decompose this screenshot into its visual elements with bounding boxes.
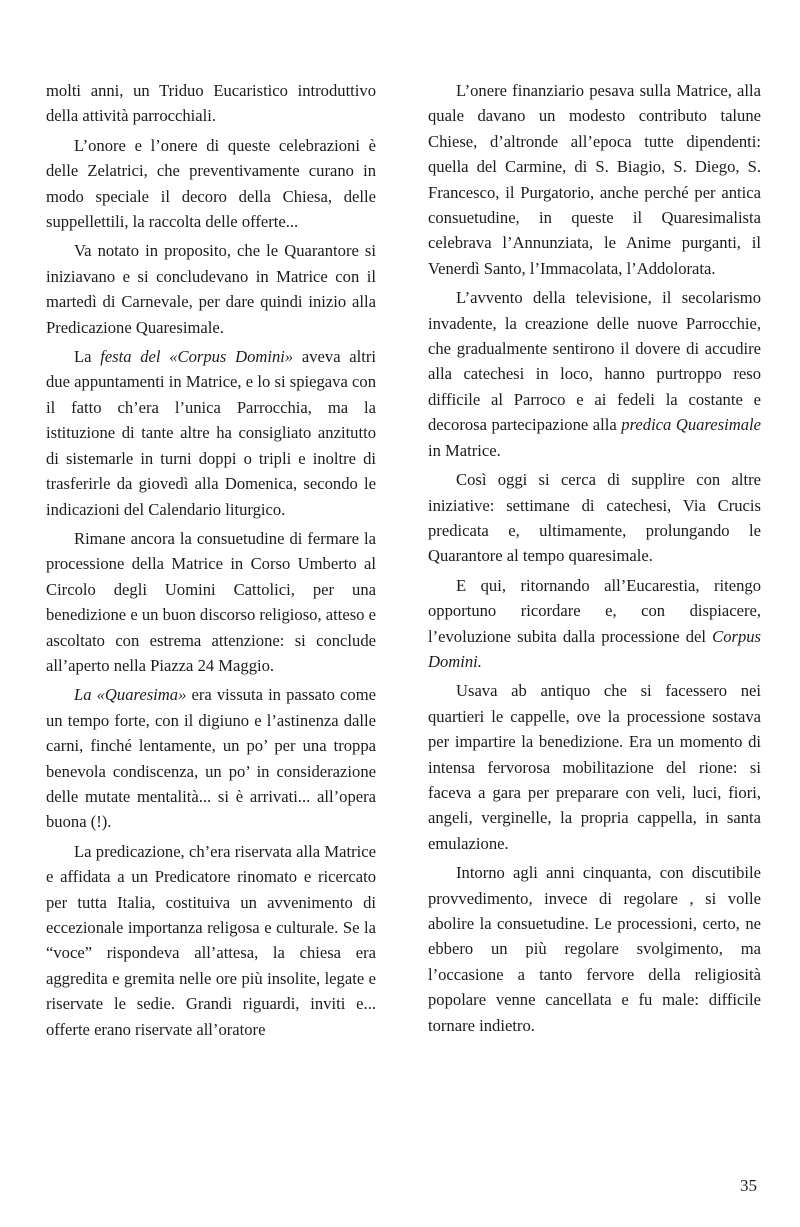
text-run: L’avvento della televisione, il secolarismo invadente, la creazione delle nuove Parrocchie, che gradualmente sentirono il dovere di accudire alla catechesi in loco, hanno purtroppo reso difficile al Parroco e ai fedeli la costante e decorosa partecipazione alla <box>428 288 761 435</box>
paragraph: Va notato in proposito, che le Quarantore si iniziavano e si concludevano in Matrice con il martedì di Carnevale, per dare quindi inizio alla Predicazione Quaresimale. <box>46 241 376 337</box>
text-run: La <box>74 347 101 367</box>
left-column <box>46 78 376 1046</box>
paragraph: molti anni, un Triduo Eucaristico introduttivo della attività parrocchiali. <box>46 81 376 126</box>
paragraph <box>46 682 376 834</box>
paragraph: Rimane ancora la consuetudine di fermare la processione della Matrice in Corso Umberto al Circolo degli Uomini Cattolici, per una benedizione e un buon discorso religioso, atteso e ascoltato con estrema attenzione: si conclude all’aperto nella Piazza 24 Maggio. <box>46 528 376 675</box>
paragraph: L’onere finanziario pesava sulla Matrice, alla quale davano un modesto contributo talune Chiese, d’altronde all’epoca tutte dipendenti: quella del Carmine, di S. Biagio, S. Diego, S. Francesco, il Purgatorio, anche perché per antica consuetudine, in queste il Quaresimalista celebrava l’Annunziata, le Anime purganti, il Venerdì Santo, l’Immacolata, l’Addolorata. <box>428 81 761 278</box>
paragraph: La predicazione, ch’era riservata alla Matrice e affidata a un Predicatore rinomato e ricercato per tutta Italia, costituiva un avvenimento di eccezionale importanza religosa e culturale. Se la “voce” rispondeva all’attesa, la chiesa era aggredita e gremita nelle ore più insolite, legate e riservate le sedie. Grandi riguardi, inviti e... offerte erano riservate all’oratore <box>46 841 376 1039</box>
italic-text: La «Quaresima» <box>74 685 187 705</box>
page-number: 35 <box>740 1176 757 1195</box>
paragraph <box>428 285 761 463</box>
paragraph: Così oggi si cerca di supplire con altre iniziative: settimane di catechesi, Via Crucis predicata e, ultimamente, prolungando le Quarantore al tempo quaresimale. <box>428 470 761 566</box>
italic-text: festa del «Corpus Domini» <box>100 347 294 367</box>
paragraph: L’onore e l’onere di queste celebrazioni è delle Zelatrici, che preventivamente curano in modo speciale il decoro della Chiesa, delle suppellettili, la raccolta delle offerte... <box>46 135 376 232</box>
text-run: E qui, ritornando all’Eucarestia, ritengo opportuno ricordare e, con dispiacere, l’evoluzione subita dalla processione del <box>428 575 761 646</box>
right-column <box>428 78 761 1042</box>
italic-text: Corpus Domini. <box>428 626 761 671</box>
text-run: aveva altri due appuntamenti in Matrice, e lo si spiegava con il fatto ch’era l’unica Parrocchia, ma la istituzione di tante altre ha consigliato anzitutto di sistemarle in turni doppi o tripli e inoltre di trasferirle da giovedì alla Domenica, secondo le indicazioni del Calendario liturgico. <box>46 347 376 519</box>
italic-text: predica Quaresimale <box>621 415 761 435</box>
paragraph: Intorno agli anni cinquanta, con discutibile provvedimento, invece di regolare , si volle abolire la consuetudine. Le processioni, certo, ne ebbero un più regolare svolgimento, ma l’occasione a tanto fervore della religiosità popolare venne cancellata e fu male: difficile tornare indietro. <box>428 863 761 1035</box>
text-run: era vissuta in passato come un tempo forte, con il digiuno e l’astinenza dalle carni, finché lentamente, un po’ per una troppa benevola condiscenza, un po’ in considerazione delle mutate mentalità... si è arrivati... all’opera buona (!). <box>46 685 376 832</box>
paragraph <box>46 344 376 522</box>
paragraph <box>428 573 761 675</box>
text-run: in Matrice. <box>428 440 501 460</box>
paragraph: Usava ab antiquo che si facessero nei quartieri le cappelle, ove la processione sostava per impartire la benedizione. Era un momento di intensa fervorosa mobilitazione del rione: si faceva a gara per preparare con veli, luci, fiori, angeli, verginelle, la propria cappella, in santa emulazione. <box>428 681 761 853</box>
